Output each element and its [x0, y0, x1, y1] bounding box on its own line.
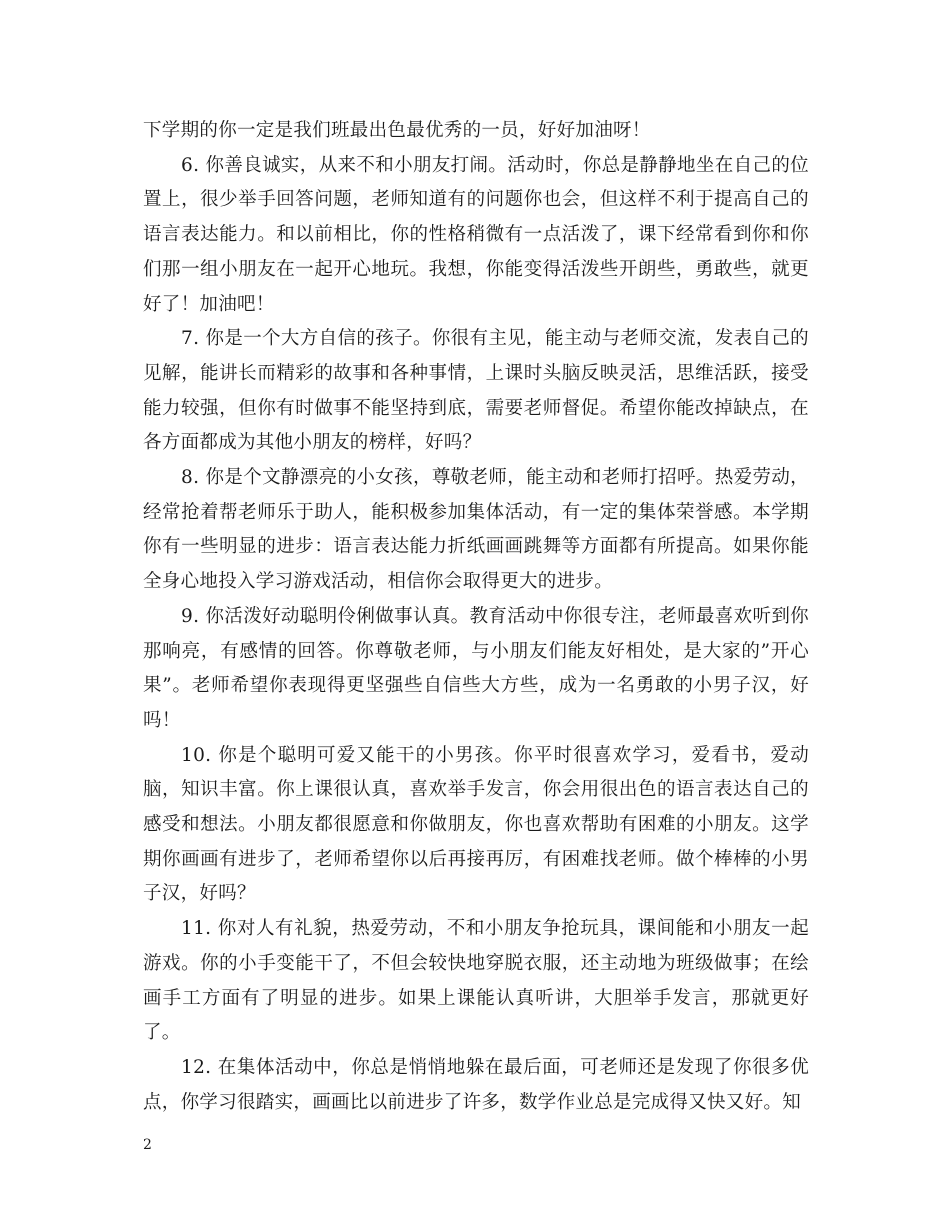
paragraph-item-6: 6. 你善良诚实，从来不和小朋友打闹。活动时，你总是静静地坐在自己的位置上，很少举手回答问题，老师知道有的问题你也会，但这样不利于提高自己的语言表达能力。和以前相比，你的性格稍微有一点活泼了，课下经常看到你和你们那一组小朋友在一起开心地玩。我想，你能变得活泼些开朗些，勇敢些，就更好了！加油吧！	[143, 154, 809, 315]
paragraph-continuation: 下学期的你一定是我们班最出色最优秀的一员，好好加油呀！	[143, 120, 651, 141]
paragraph-item-7: 7. 你是一个大方自信的孩子。你很有主见，能主动与老师交流，发表自己的见解，能讲长而精彩的故事和各种事情，上课时头脑反映灵活，思维活跃，接受能力较强，但你有时做事不能坚持到底，需要老师督促。希望你能改掉缺点，在各方面都成为其他小朋友的榜样，好吗？	[143, 328, 809, 454]
paragraph-item-8: 8. 你是个文静漂亮的小女孩，尊敬老师，能主动和老师打招呼。热爱劳动，经常抢着帮老师乐于助人，能积极参加集体活动，有一定的集体荣誉感。本学期你有一些明显的进步：语言表达能力折纸画画跳舞等方面都有所提高。如果你能全身心地投入学习游戏活动，相信你会取得更大的进步。	[143, 467, 809, 593]
paragraph-item-12: 12. 在集体活动中，你总是悄悄地躲在最后面，可老师还是发现了你很多优点，你学习很踏实，画画比以前进步了许多，数学作业总是完成得又快又好。知	[143, 1056, 809, 1113]
document-body	[143, 114, 809, 1120]
paragraph-item-9: 9. 你活泼好动聪明伶俐做事认真。教育活动中你很专注，老师最喜欢听到你那响亮，有感情的回答。你尊敬老师，与小朋友们能友好相处，是大家的”开心果”。老师希望你表现得更坚强些自信些大方些，成为一名勇敢的小男子汉，好吗！	[143, 605, 809, 731]
page-number: 2	[143, 1137, 152, 1153]
paragraph-item-10: 10. 你是个聪明可爱又能干的小男孩。你平时很喜欢学习，爱看书，爱动脑，知识丰富。你上课很认真，喜欢举手发言，你会用很出色的语言表达自己的感受和想法。小朋友都很愿意和你做朋友，你也喜欢帮助有困难的小朋友。这学期你画画有进步了，老师希望你以后再接再厉，有困难找老师。做个棒棒的小男子汉，好吗？	[143, 744, 809, 905]
paragraph-item-11: 11. 你对人有礼貌，热爱劳动，不和小朋友争抢玩具，课间能和小朋友一起游戏。你的小手变能干了，不但会较快地穿脱衣服，还主动地为班级做事；在绘画手工方面有了明显的进步。如果上课能认真听讲，大胆举手发言，那就更好了。	[143, 918, 809, 1044]
